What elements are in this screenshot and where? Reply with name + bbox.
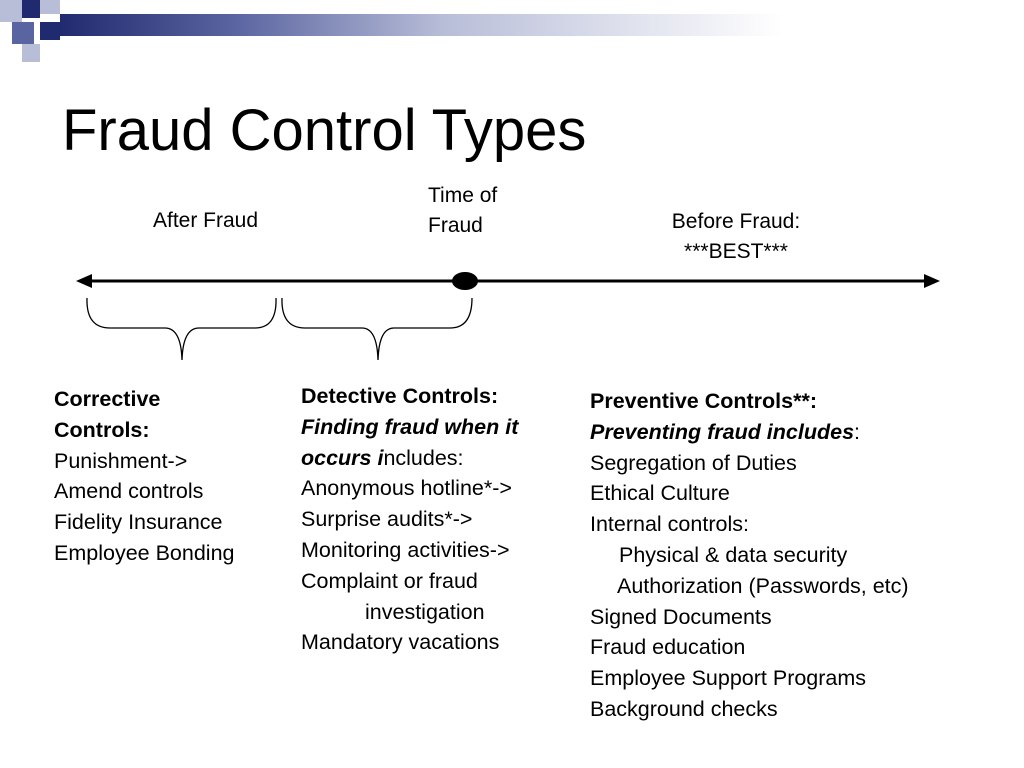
detective-item: Mandatory vacations [301, 630, 500, 655]
preventive-subheading [590, 417, 909, 448]
preventive-controls [590, 386, 909, 725]
preventive-heading: Preventive Controls**: [590, 389, 818, 413]
preventive-item: Segregation of Duties [590, 450, 797, 475]
corrective-controls [54, 384, 234, 569]
corrective-item: Fidelity Insurance [54, 510, 223, 535]
slide-title: Fraud Control Types [62, 98, 587, 163]
detective-item: investigation [365, 599, 485, 624]
after-fraud-text: After Fraud [153, 209, 259, 232]
preventive-item: Employee Support Programs [590, 666, 867, 691]
detective-item: Anonymous hotline*-> [301, 476, 512, 501]
detective-subheading-1: Finding fraud when it [301, 414, 519, 439]
detective-item: Complaint or fraud [301, 568, 478, 593]
preventive-item: Signed Documents [590, 604, 772, 629]
preventive-subheading-rest: : [854, 419, 861, 444]
corrective-heading-2: Controls: [54, 417, 150, 442]
corrective-heading-1: Corrective [54, 387, 161, 411]
detective-item: Surprise audits*-> [301, 507, 473, 532]
time-of-fraud-line-1: Time of [428, 184, 498, 207]
detective-item: Monitoring activities-> [301, 537, 510, 562]
detective-subheading-2-em: occurs i [301, 445, 384, 470]
timeline-left-arrow [76, 274, 92, 288]
preventive-item: Fraud education [590, 635, 746, 660]
time-of-fraud-marker [452, 272, 478, 290]
detective-subheading-2 [301, 443, 518, 474]
preventive-item: Ethical Culture [590, 481, 730, 506]
before-fraud-line-2: ***BEST*** [684, 240, 788, 263]
corrective-item: Amend controls [54, 479, 204, 504]
preventive-item: Background checks [590, 696, 778, 721]
time-of-fraud-line-2: Fraud [428, 214, 483, 237]
preventive-item: Internal controls: [590, 512, 749, 537]
preventive-subheading-em: Preventing fraud includes [590, 419, 855, 444]
detective-heading: Detective Controls: [301, 384, 499, 408]
timeline-right-arrow [924, 274, 940, 288]
corrective-item: Punishment-> [54, 448, 188, 473]
detective-controls [301, 381, 518, 658]
detective-subheading-2-rest: ncludes: [383, 445, 464, 470]
corrective-brace [87, 298, 276, 360]
preventive-item: Physical & data security [619, 542, 848, 567]
preventive-item: Authorization (Passwords, etc) [617, 573, 909, 598]
corrective-item: Employee Bonding [54, 540, 235, 565]
before-fraud-line-1: Before Fraud: [671, 210, 801, 233]
detective-brace [282, 298, 472, 360]
